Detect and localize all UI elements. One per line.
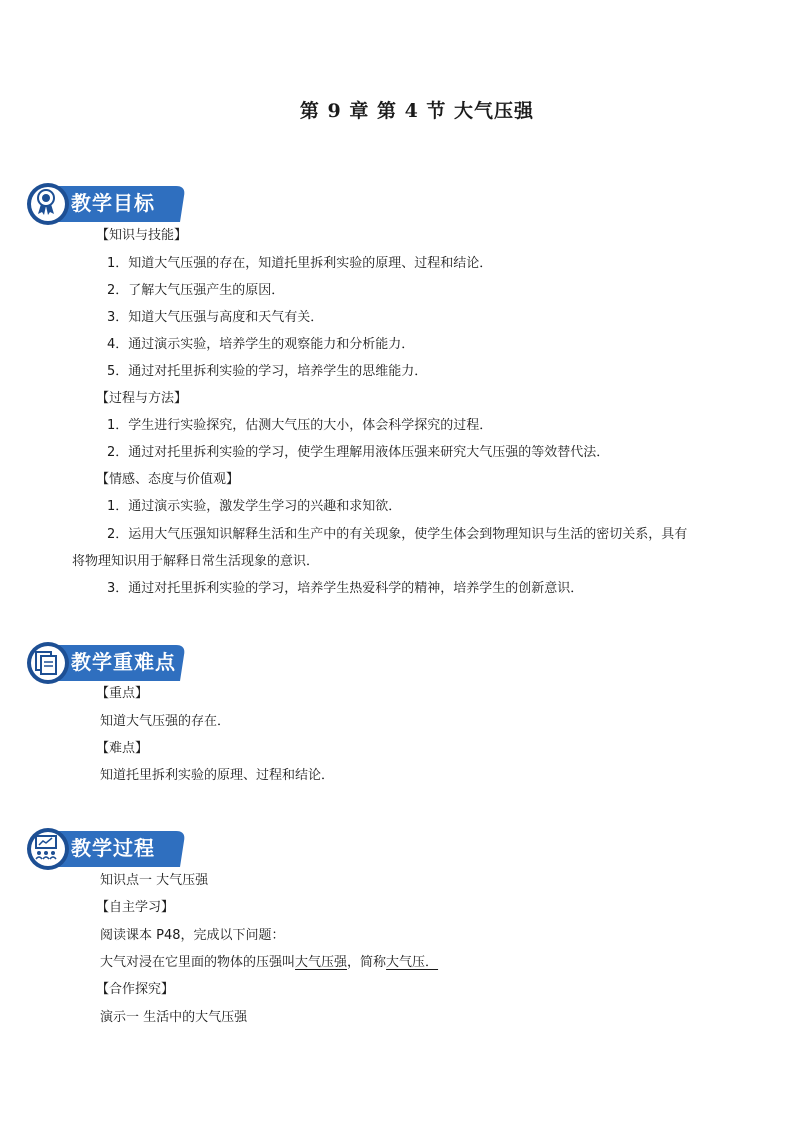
answer-blank: 大气压强	[295, 955, 348, 970]
objective-item: 4．通过演示实验，培养学生的观察能力和分析能力．	[107, 337, 415, 352]
objective-item: 5．通过对托里拆利实验的学习，培养学生的思维能力．	[107, 364, 428, 379]
section-banner-objectives	[26, 182, 188, 226]
definition-sentence: 大气对浸在它里面的物体的压强叫大气压强，简称大气压．	[100, 955, 439, 970]
documents-icon	[26, 641, 66, 681]
self-study-label: 【自主学习】	[96, 900, 175, 915]
objective-item: 2．运用大气压强知识解释生活和生产中的有关现象，使学生体会到物理知识与生活的密切关系，具有	[107, 527, 688, 542]
objective-item: 1．通过演示实验，激发学生学习的兴趣和求知欲．	[107, 499, 402, 514]
objective-item: 2．通过对托里拆利实验的学习，使学生理解用液体压强来研究大气压强的等效替代法．	[107, 445, 610, 460]
answer-blank: 大气压．	[386, 955, 439, 970]
objective-item: 1．学生进行实验探究，估测大气压的大小，体会科学探究的过程．	[107, 418, 493, 433]
key-point-text: 知道大气压强的存在．	[100, 714, 231, 729]
banner-title: 教学过程	[71, 836, 155, 860]
reading-instruction: 阅读课本 P48，完成以下问题：	[100, 928, 285, 943]
section-banner-process	[26, 827, 188, 871]
demo-heading: 演示一 生活中的大气压强	[100, 1010, 248, 1025]
presentation-icon	[26, 827, 66, 867]
award-ribbon-icon	[26, 182, 66, 222]
emotion-attitude-label: 【情感、态度与价值观】	[96, 472, 240, 487]
objective-item: 1．知道大气压强的存在，知道托里拆利实验的原理、过程和结论．	[107, 256, 493, 271]
banner-title: 教学目标	[71, 191, 155, 215]
objective-item: 2．了解大气压强产生的原因．	[107, 283, 285, 298]
objective-item: 3．通过对托里拆利实验的学习，培养学生热爱科学的精神，培养学生的创新意识．	[107, 581, 584, 596]
objective-item: 3．知道大气压强与高度和天气有关．	[107, 310, 324, 325]
key-point-label: 【重点】	[96, 686, 149, 701]
cooperative-inquiry-label: 【合作探究】	[96, 982, 175, 997]
objective-item-continued: 将物理知识用于解释日常生活现象的意识．	[72, 554, 320, 569]
knowledge-point-heading: 知识点一 大气压强	[100, 873, 209, 888]
banner-title: 教学重难点	[71, 650, 176, 674]
knowledge-skill-label: 【知识与技能】	[96, 228, 188, 243]
process-method-label: 【过程与方法】	[96, 391, 188, 406]
difficult-point-label: 【难点】	[96, 741, 149, 756]
section-banner-key-points	[26, 641, 188, 685]
difficult-point-text: 知道托里拆利实验的原理、过程和结论．	[100, 768, 335, 783]
page-title: 第 9 章 第 4 节 大气压强	[299, 100, 535, 122]
